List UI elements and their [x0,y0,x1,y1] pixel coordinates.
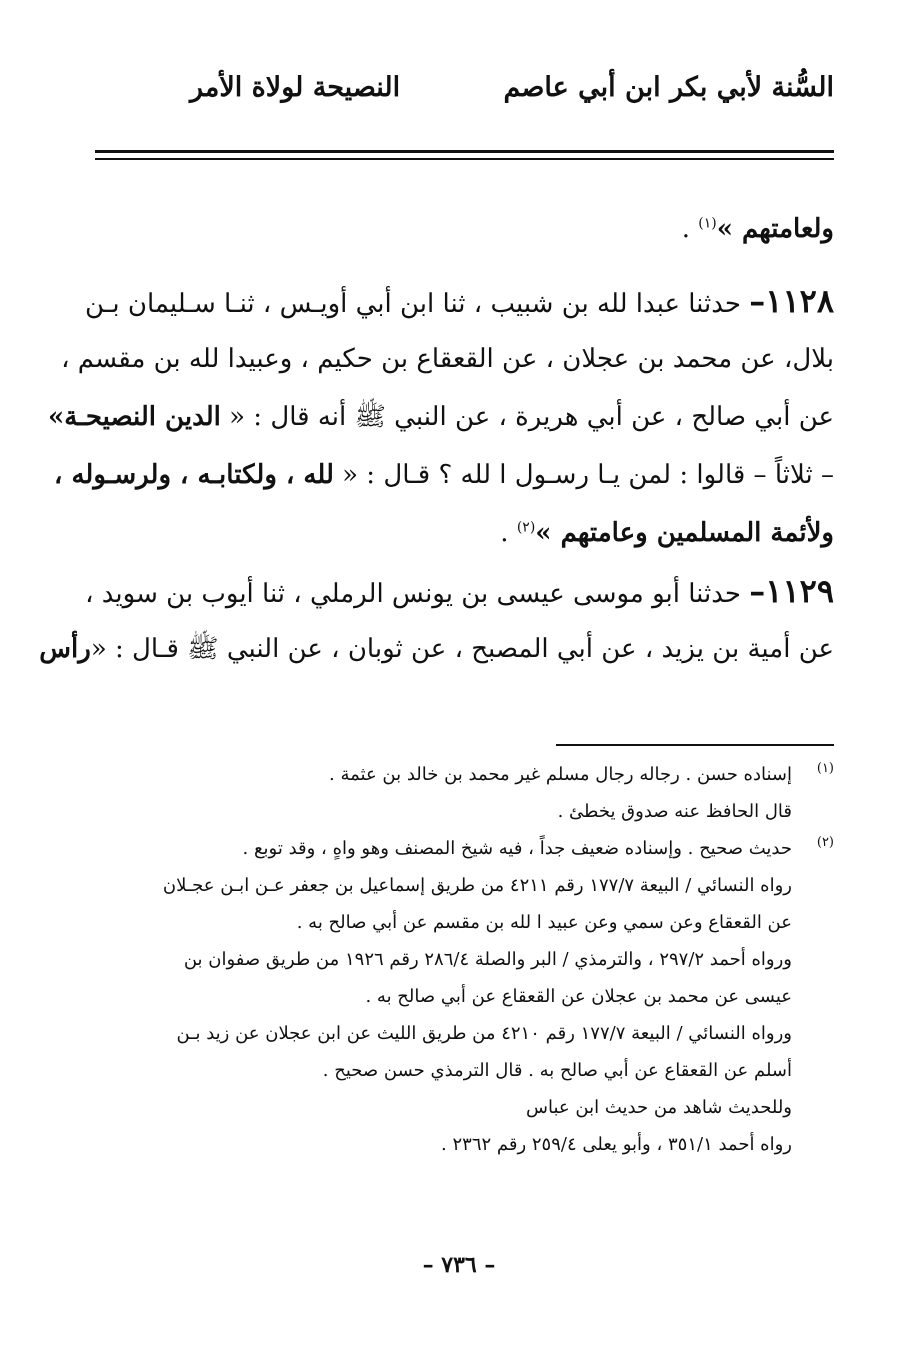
footnote-text: قال الحافظ عنه صدوق يخطئ . [557,801,792,822]
footnote-line [95,756,834,793]
matn-text: الدين النصيحـة» [48,402,221,432]
hadith-1129-line [39,620,834,678]
quote-end: ولعامتهم » [716,214,834,244]
hadith-1128-line [95,504,834,562]
footnote-text: عن القعقاع وعن سمي وعن عبيد ا لله بن مقسم عن أبي صالح به . [296,912,792,933]
footnote-text: إسناده حسن . رجاله رجال مسلم غير محمد بن خالد بن عثمة . [329,764,792,785]
footnote-text: حديث صحيح . وإسناده ضعيف جداً ، فيه شيخ المصنف وهو واهٍ ، وقد توبع . [242,838,792,859]
footnote-line [95,1089,834,1126]
hadith-number: ١١٢٩– [749,572,834,610]
footnote-line [95,1052,834,1089]
footnote-line [95,830,834,867]
isnad-text: – ثلاثاً – قالوا : لمن يـا رسـول ا لله ؟ قـال : « [333,460,834,490]
footnote-line [95,1126,834,1163]
footnote-line [95,978,834,1015]
footnote-text: ورواه أحمد ٢٩٧/٢ ، والترمذي / البر والصلة ٢٨٦/٤ رقم ١٩٢٦ من طريق صفوان بن [183,949,792,970]
main-text [39,200,834,678]
hadith-1128-line [61,330,834,388]
footnote-line [95,941,834,978]
footnote-text: ورواه النسائي / البيعة ١٧٧/٧ رقم ٤٢١٠ من طريق الليث عن ابن عجلان عن زيد بـن [176,1023,792,1044]
footnote-ref[interactable]: (٢) [516,519,536,536]
text-line [95,200,834,272]
footnote-text: رواه النسائي / البيعة ١٧٧/٧ رقم ٤٢١١ من طريق إسماعيل بن جعفر عـن ابـن عجـلان [162,875,792,896]
matn-text: ولأئمة المسلمين وعامتهم » [535,518,834,548]
isnad-text: بلال، عن محمد بن عجلان ، عن القعقاع بن حكيم ، وعبيدا لله بن مقسم ، [61,344,834,374]
footnote-text: أسلم عن القعقاع عن أبي صالح به . قال الترمذي حسن صحيح . [322,1060,792,1081]
isnad-text: حدثنا أبو موسى عيسى بن يونس الرملي ، ثنا أيوب بن سويد ، [85,579,750,609]
book-title: السُّنة لأبي بكر ابن أبي عاصم [503,72,834,103]
footnote-marker: (١) [816,761,834,776]
footnote-marker: (٢) [816,835,834,850]
chapter-title: النصيحة لولاة الأمر [190,72,401,103]
isnad-text: حدثنا عبدا لله بن شبيب ، ثنا ابن أبي أويـس ، ثنـا سـليمان بـن [84,289,750,319]
footnote-text: وللحديث شاهد من حديث ابن عباس [526,1097,792,1118]
footnote-separator [556,744,834,746]
punct: . [681,214,699,244]
footnote-ref[interactable]: (١) [698,215,717,232]
footnote-line [95,793,834,830]
footnote-line [95,904,834,941]
header-rule-thin [95,158,834,160]
header-rule-thick [95,150,834,153]
footnote-text: رواه أحمد ٣٥١/١ ، وأبو يعلى ٢٥٩/٤ رقم ٢٣٦٢ . [441,1134,792,1155]
footnote-line [95,1015,834,1052]
footnotes [95,756,834,1163]
hadith-1128-line [48,388,834,446]
hadith-number: ١١٢٨– [749,282,834,320]
footnote-line [95,867,834,904]
hadith-1129-line [85,562,834,620]
matn-text: رأس [39,634,91,664]
hadith-1128-line [54,446,834,504]
isnad-text: عن أمية بن يزيد ، عن أبي المصبح ، عن ثوبان ، عن النبي ﷺ قـال : « [90,634,834,664]
running-header [95,72,834,122]
isnad-text: عن أبي صالح ، عن أبي هريرة ، عن النبي ﷺ أنه قال : « [220,402,834,432]
punct: . [500,518,517,548]
matn-text: لله ، ولكتابـه ، ولرسـوله ، [54,460,334,490]
page-number: – ٧٣٦ – [422,1252,496,1278]
hadith-1128-line [84,272,834,330]
footnote-text: عيسى عن محمد بن عجلان عن القعقاع عن أبي صالح به . [365,986,792,1007]
